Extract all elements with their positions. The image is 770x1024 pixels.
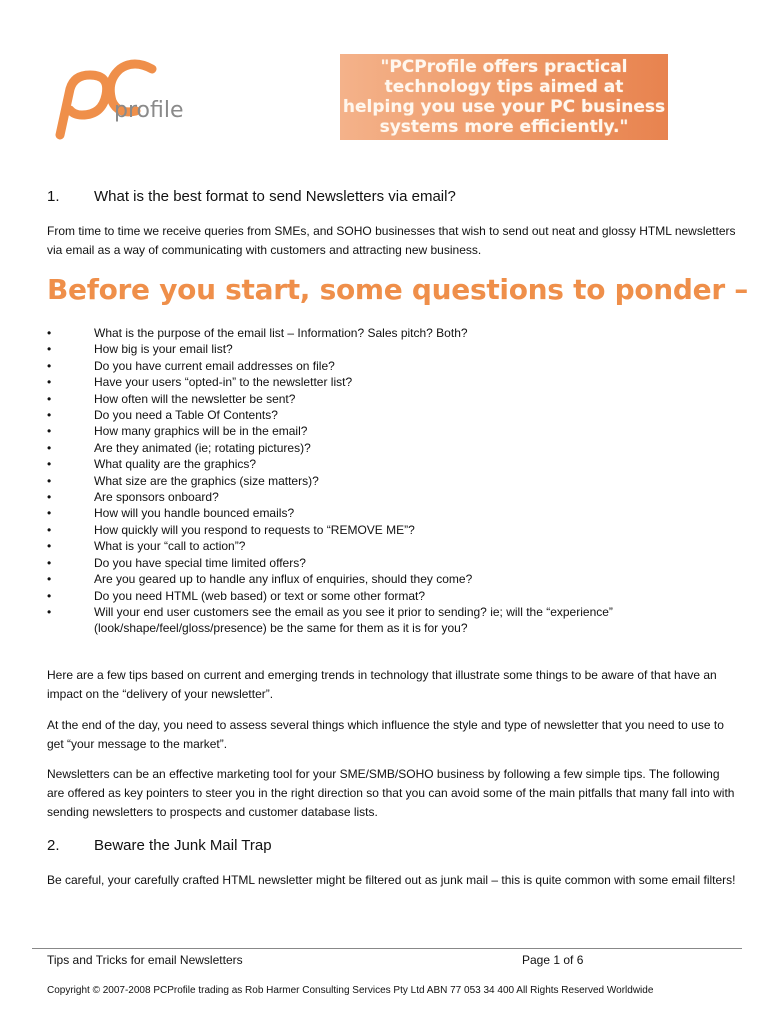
question-text: Have your users “opted-in” to the newsletter list? [94, 375, 353, 390]
question-text: How often will the newsletter be sent? [94, 391, 296, 406]
question-text: Are you geared up to handle any influx of enquiries, should they come? [94, 572, 473, 587]
question-text: Do you need a Table Of Contents? [94, 408, 278, 423]
bullet-icon: • [47, 539, 52, 554]
section-number: 1. [47, 188, 60, 205]
question-item [47, 522, 737, 538]
question-item [47, 341, 737, 357]
bullet-icon: • [47, 588, 52, 603]
bullet-icon: • [47, 572, 52, 587]
bullet-icon: • [47, 604, 52, 619]
question-text: Will your end user customers see the email as you see it prior to sending? ie; will the “experience” (look/shape/feel/gloss/presence) be the same for them as it is for you? [94, 604, 613, 636]
question-item [47, 440, 737, 456]
banner-line: "PCProfile offers practical [380, 57, 628, 77]
bullet-icon: • [47, 457, 52, 472]
bullet-icon: • [47, 391, 52, 406]
question-text: What size are the graphics (size matters)? [94, 473, 319, 488]
question-text: How many graphics will be in the email? [94, 424, 308, 439]
question-item [47, 505, 737, 521]
question-item [47, 571, 737, 587]
logo-profile-text: profile [114, 98, 184, 123]
footer-divider [32, 948, 742, 949]
bullet-icon: • [47, 440, 52, 455]
question-text: How will you handle bounced emails? [94, 506, 295, 521]
question-item [47, 588, 737, 604]
bullet-icon: • [47, 358, 52, 373]
question-text: Do you have current email addresses on file? [94, 358, 335, 373]
question-text: Are they animated (ie; rotating pictures)? [94, 440, 311, 455]
question-item [47, 604, 737, 637]
question-item [47, 407, 737, 423]
body-paragraph: Newsletters can be an effective marketing tool for your SME/SMB/SOHO business by following a few simple tips. The following are offered as key pointers to steer you in the right direction so that you can avoid some of the main pitfalls that many fall into with sending newsletters to prospects and customer database lists. [47, 767, 735, 819]
body-paragraph: At the end of the day, you need to assess several things which influence the style and type of newsletter that you need to use to get “your message to the market”. [47, 718, 724, 751]
section-paragraph: Be careful, your carefully crafted HTML newsletter might be filtered out as junk mail – this is quite common with some email filters! [47, 873, 736, 887]
question-text: What is your “call to action”? [94, 539, 246, 554]
question-item [47, 489, 737, 505]
question-text: What quality are the graphics? [94, 457, 257, 472]
question-item [47, 391, 737, 407]
bullet-icon: • [47, 342, 52, 357]
bullet-icon: • [47, 555, 52, 570]
page-number: Page 1 of 6 [522, 953, 584, 967]
bullet-icon: • [47, 326, 52, 340]
footer-title: Tips and Tricks for email Newsletters [47, 953, 243, 967]
question-item [47, 473, 737, 489]
bullet-icon: • [47, 506, 52, 521]
banner-line: technology tips aimed at [384, 77, 624, 97]
tagline-banner [340, 54, 668, 140]
question-item [47, 423, 737, 439]
pcprofile-logo [52, 55, 202, 145]
banner-line: systems more efficiently." [379, 117, 629, 137]
section-number: 2. [47, 837, 60, 854]
question-item [47, 325, 737, 341]
pc-logo-icon [52, 55, 202, 145]
copyright-notice: Copyright © 2007-2008 PCProfile trading as Rob Harmer Consulting Services Pty Ltd ABN 77 053 34 400 All Rights Reserved Worldwide [47, 985, 654, 996]
question-text: Do you have special time limited offers? [94, 555, 306, 570]
question-item [47, 358, 737, 374]
bullet-icon: • [47, 375, 52, 390]
question-item [47, 555, 737, 571]
question-text: What is the purpose of the email list – Information? Sales pitch? Both? [94, 326, 468, 340]
intro-paragraph: From time to time we receive queries from SMEs, and SOHO businesses that wish to send out neat and glossy HTML newsletters via email as a way of communicating with customers and attracting new business. [47, 224, 736, 257]
body-paragraph: Here are a few tips based on current and emerging trends in technology that illustrate some things to be aware of that have an impact on the “delivery of your newsletter”. [47, 668, 717, 701]
question-text: Do you need HTML (web based) or text or some other format? [94, 588, 426, 603]
ponder-heading: Before you start, some questions to ponder – [47, 273, 748, 306]
bullet-icon: • [47, 473, 52, 488]
question-item [47, 456, 737, 472]
bullet-icon: • [47, 408, 52, 423]
question-item [47, 374, 737, 390]
bullet-icon: • [47, 490, 52, 505]
section-title: Beware the Junk Mail Trap [94, 837, 272, 854]
question-text: Are sponsors onboard? [94, 490, 219, 505]
question-item [47, 538, 737, 554]
banner-line: helping you use your PC business [342, 97, 666, 117]
section-title: What is the best format to send Newsletters via email? [94, 188, 456, 205]
questions-list [47, 325, 737, 637]
question-text: How quickly will you respond to requests to “REMOVE ME”? [94, 522, 415, 537]
bullet-icon: • [47, 424, 52, 439]
question-text: How big is your email list? [94, 342, 233, 357]
bullet-icon: • [47, 522, 52, 537]
